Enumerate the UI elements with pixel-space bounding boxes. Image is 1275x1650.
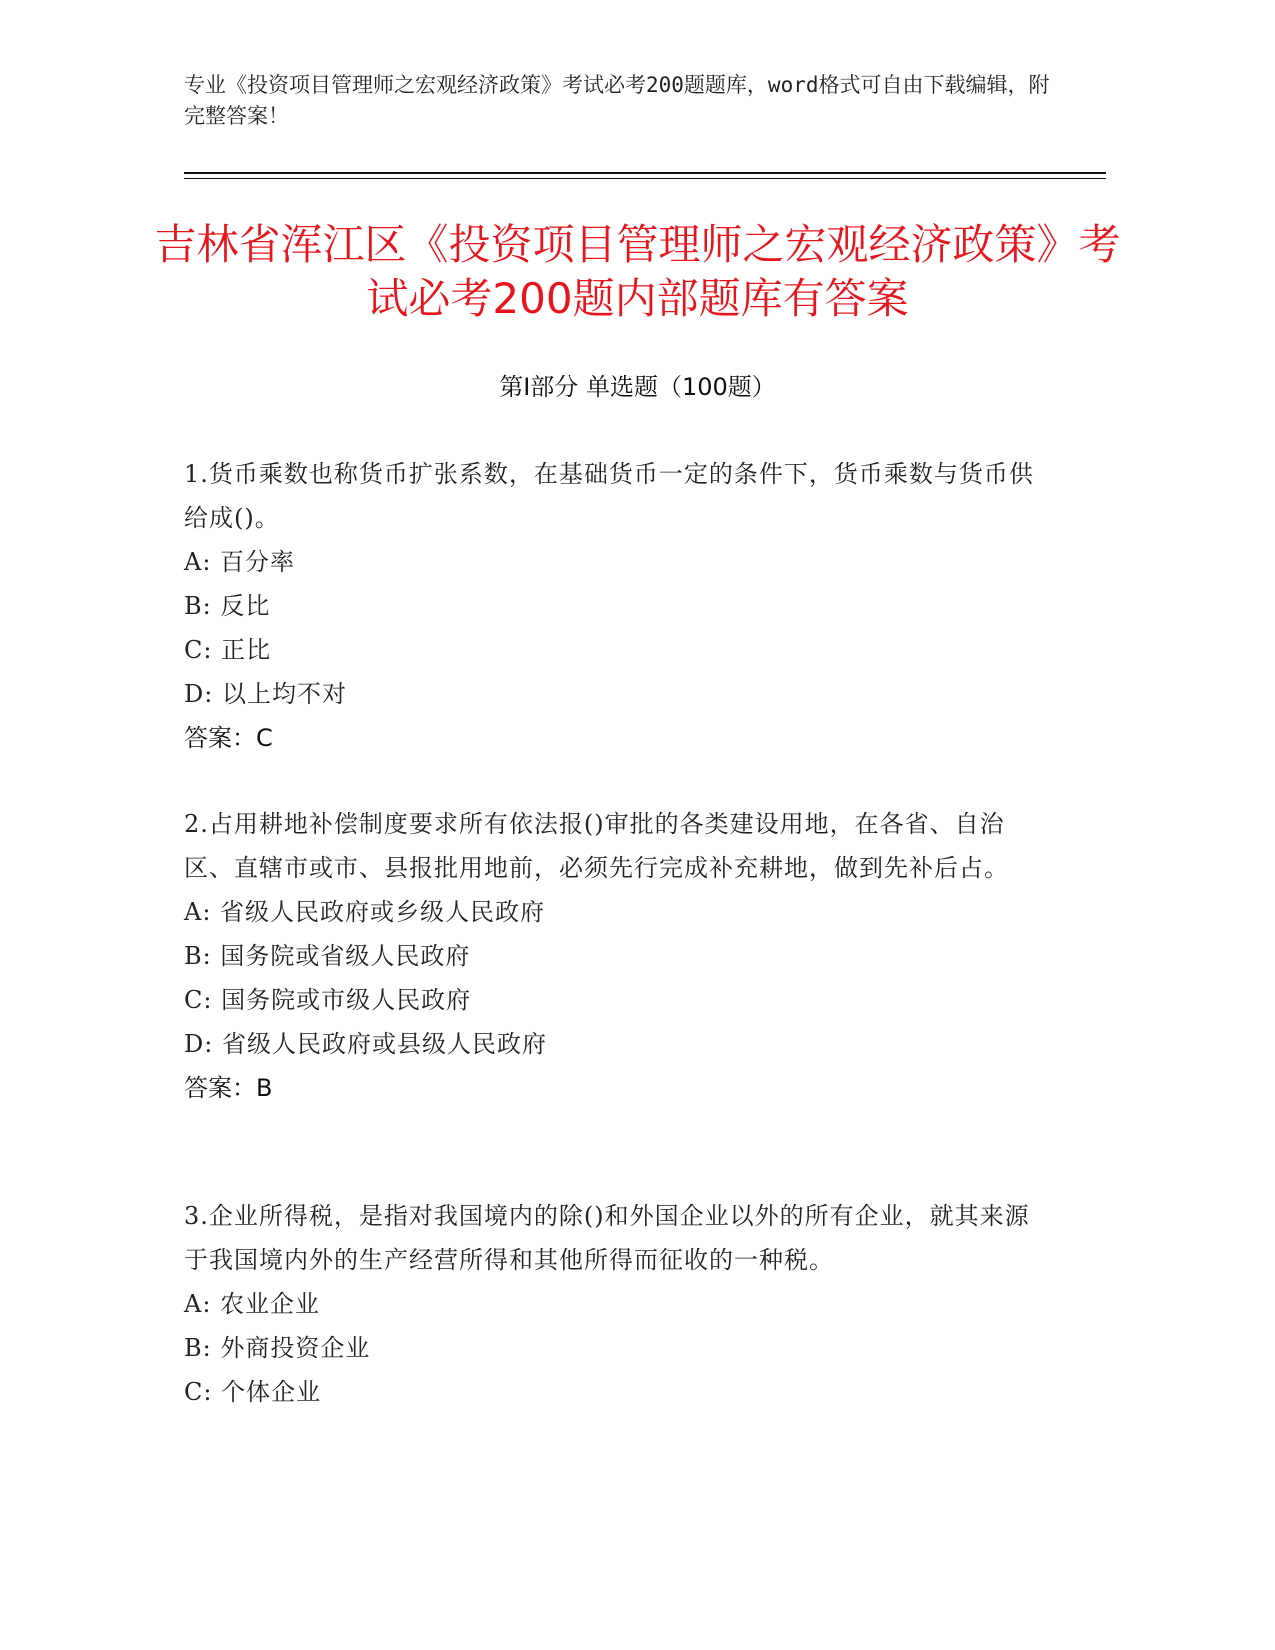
option-a: A: 百分率 bbox=[184, 548, 296, 576]
option-c: C: 国务院或市级人民政府 bbox=[184, 986, 472, 1014]
answer: 答案：B bbox=[184, 1074, 273, 1102]
question-stem: 1.货币乘数也称货币扩张系数，在基础货币一定的条件下，货币乘数与货币供给成()。 bbox=[184, 460, 1034, 532]
question-stem: 2.占用耕地补偿制度要求所有依法报()审批的各类建设用地，在各省、自治区、直辖市或市、县报批用地前，必须先行完成补充耕地，做到先补后占。 bbox=[184, 810, 1009, 882]
answer: 答案：C bbox=[184, 724, 273, 752]
option-d: D: 以上均不对 bbox=[184, 680, 347, 708]
question-2 bbox=[184, 802, 1044, 1110]
question-stem: 3.企业所得税，是指对我国境内的除()和外国企业以外的所有企业，就其来源于我国境内外的生产经营所得和其他所得而征收的一种税。 bbox=[184, 1202, 1030, 1274]
option-c: C: 正比 bbox=[184, 636, 272, 664]
option-b: B: 外商投资企业 bbox=[184, 1334, 371, 1362]
option-c: C: 个体企业 bbox=[184, 1378, 322, 1406]
option-a: A: 省级人民政府或乡级人民政府 bbox=[184, 898, 546, 926]
question-3 bbox=[184, 1194, 1044, 1414]
option-a: A: 农业企业 bbox=[184, 1290, 321, 1318]
header-rule-thin bbox=[184, 178, 1106, 179]
question-1 bbox=[184, 452, 1044, 760]
header-rule-thick bbox=[184, 172, 1106, 174]
option-d: D: 省级人民政府或县级人民政府 bbox=[184, 1030, 547, 1058]
option-b: B: 国务院或省级人民政府 bbox=[184, 942, 471, 970]
header-note: 专业《投资项目管理师之宏观经济政策》考试必考200题题库，word格式可自由下载编辑，附完整答案！ bbox=[184, 73, 1050, 128]
document-title: 吉林省浑江区《投资项目管理师之宏观经济政策》考试必考200题内部题库有答案 bbox=[154, 220, 1121, 323]
option-b: B: 反比 bbox=[184, 592, 271, 620]
section-title: 第Ⅰ部分 单选题（100题） bbox=[499, 373, 776, 401]
